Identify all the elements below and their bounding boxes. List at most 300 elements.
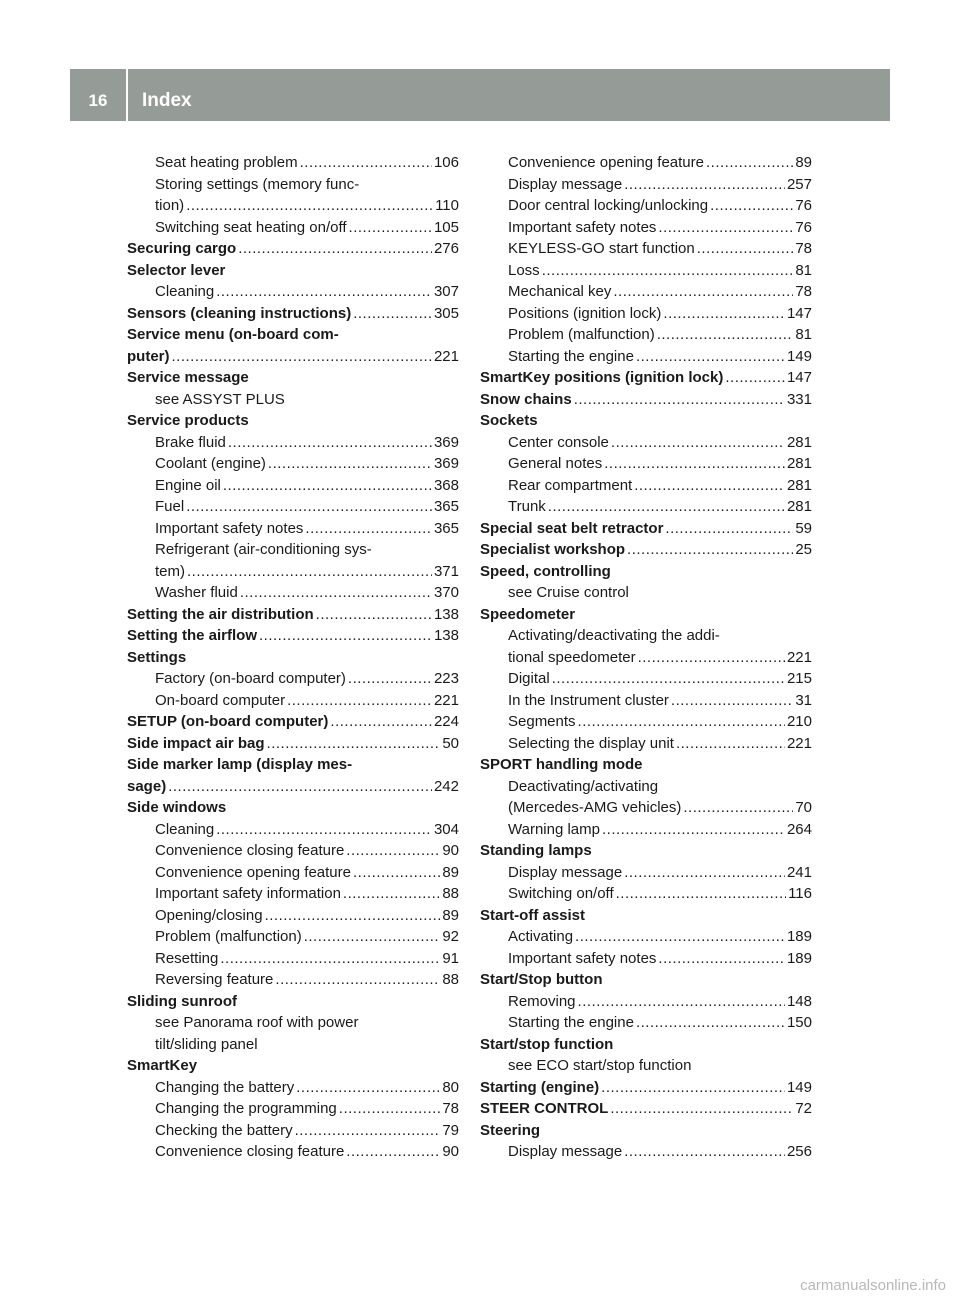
page-reference: 221 xyxy=(786,648,812,666)
index-subentry xyxy=(480,647,812,669)
page-reference: 79 xyxy=(442,1121,459,1139)
dot-leader xyxy=(602,819,785,841)
dot-leader xyxy=(624,174,785,196)
dot-leader xyxy=(638,647,785,669)
entry-text: Factory (on-board computer) xyxy=(155,670,346,687)
index-subentry xyxy=(127,389,459,411)
page-reference: 149 xyxy=(786,347,812,365)
entry-text: Important safety notes xyxy=(508,218,657,236)
dot-leader xyxy=(658,217,793,239)
index-subentry xyxy=(480,991,812,1013)
entry-text: Changing the programming xyxy=(155,1100,337,1117)
page-reference: 281 xyxy=(786,476,812,494)
dot-leader xyxy=(316,604,432,626)
dot-leader xyxy=(168,776,432,798)
index-subentry xyxy=(127,152,459,174)
index-subentry xyxy=(480,496,812,518)
entry-text: Starting the engine xyxy=(508,347,634,365)
dot-leader xyxy=(542,260,794,282)
dot-leader xyxy=(671,690,793,712)
entry-text: Deactivating/activating xyxy=(508,777,659,795)
index-subentry xyxy=(480,1012,812,1034)
page-reference: 91 xyxy=(442,949,459,967)
entry-text: Side impact air bag xyxy=(127,734,265,752)
page-reference: 150 xyxy=(786,1014,812,1031)
dot-leader xyxy=(604,453,785,475)
dot-leader xyxy=(574,389,785,411)
entry-text: (Mercedes-AMG vehicles) xyxy=(508,799,682,816)
page-header xyxy=(70,69,890,121)
entry-text: Specialist workshop xyxy=(480,541,626,558)
entry-text: tem) xyxy=(155,562,185,580)
entry-text: Convenience opening feature xyxy=(508,154,704,171)
entry-text: Warning lamp xyxy=(508,820,600,838)
dot-leader xyxy=(275,969,440,991)
dot-leader xyxy=(287,690,432,712)
page-reference: 149 xyxy=(786,1078,812,1096)
dot-leader xyxy=(267,733,441,755)
entry-text: Convenience closing feature xyxy=(155,1143,345,1160)
entry-text: puter) xyxy=(127,347,170,365)
index-entry xyxy=(480,561,812,583)
page-reference: 365 xyxy=(433,519,459,537)
entry-text: Rear compartment xyxy=(508,476,633,494)
index-subentry xyxy=(127,1141,459,1163)
page-reference: 31 xyxy=(795,691,812,709)
dot-leader xyxy=(296,1077,440,1099)
index-entry xyxy=(480,389,812,411)
index-subentry xyxy=(480,303,812,325)
dot-leader xyxy=(343,883,440,905)
entry-text: Display message xyxy=(508,1143,623,1160)
index-subentry xyxy=(127,969,459,991)
index-subentry xyxy=(480,346,812,368)
dot-leader xyxy=(616,883,786,905)
entry-text: SmartKey positions (ignition lock) xyxy=(480,369,724,386)
entry-text: Fuel xyxy=(155,498,185,515)
index-entry xyxy=(127,303,459,325)
page-reference: 371 xyxy=(433,562,459,580)
dot-leader xyxy=(683,797,793,819)
entry-text: Service products xyxy=(127,412,249,429)
index-subentry xyxy=(127,217,459,239)
entry-text: see ECO start/stop function xyxy=(508,1057,692,1074)
dot-leader xyxy=(330,711,432,733)
index-entry xyxy=(480,1098,812,1120)
watermark: carmanualsonline.info xyxy=(800,1277,946,1294)
page-reference: 369 xyxy=(433,455,459,472)
entry-text: Problem (malfunction) xyxy=(155,928,302,945)
dot-leader xyxy=(186,195,433,217)
index-entry xyxy=(480,518,812,540)
index-entry xyxy=(127,711,459,733)
index-entry xyxy=(127,776,459,798)
entry-text: Seat heating problem xyxy=(155,154,298,171)
entry-text: Display message xyxy=(508,175,623,193)
index-subentry xyxy=(127,432,459,454)
dot-leader xyxy=(578,991,785,1013)
entry-text: Start/Stop button xyxy=(480,971,603,988)
entry-text: Activating xyxy=(508,928,574,945)
entry-text: Segments xyxy=(508,713,576,730)
index-subentry xyxy=(480,625,812,647)
dot-leader xyxy=(706,152,793,174)
entry-text: Cleaning xyxy=(155,820,215,838)
dot-leader xyxy=(636,1012,785,1034)
page-title: Index xyxy=(142,90,192,111)
page-reference: 72 xyxy=(795,1100,812,1117)
dot-leader xyxy=(658,948,785,970)
dot-leader xyxy=(259,625,432,647)
index-subentry xyxy=(480,1141,812,1163)
index-entry xyxy=(480,754,812,776)
page-reference: 215 xyxy=(786,670,812,687)
index-subentry xyxy=(127,1077,459,1099)
index-entry xyxy=(127,754,459,776)
page-reference: 90 xyxy=(442,1143,459,1160)
dot-leader xyxy=(548,496,785,518)
index-entry xyxy=(127,647,459,669)
entry-text: Service message xyxy=(127,369,249,386)
entry-text: Setting the air distribution xyxy=(127,605,314,623)
index-subentry xyxy=(127,453,459,475)
entry-text: Activating/deactivating the addi- xyxy=(508,627,720,644)
dot-leader xyxy=(349,217,432,239)
entry-text: SPORT handling mode xyxy=(480,756,643,773)
index-column-right xyxy=(480,152,812,1163)
entry-text: Setting the airflow xyxy=(127,627,258,644)
entry-text: Convenience opening feature xyxy=(155,863,351,881)
entry-text: Important safety notes xyxy=(508,949,657,967)
page-reference: 221 xyxy=(433,347,459,365)
index-subentry xyxy=(480,926,812,948)
dot-leader xyxy=(697,238,794,260)
index-subentry xyxy=(480,819,812,841)
index-entry xyxy=(127,797,459,819)
dot-leader xyxy=(268,453,432,475)
entry-text: STEER CONTROL xyxy=(480,1100,609,1117)
index-entry xyxy=(127,324,459,346)
entry-text: Washer fluid xyxy=(155,584,238,601)
index-subentry xyxy=(127,668,459,690)
index-subentry xyxy=(127,561,459,583)
entry-text: Brake fluid xyxy=(155,433,226,451)
entry-text: tilt/sliding panel xyxy=(155,1035,258,1053)
page-reference: 224 xyxy=(433,713,459,730)
page-reference: 281 xyxy=(786,455,812,472)
dot-leader xyxy=(710,195,793,217)
entry-text: Removing xyxy=(508,992,576,1010)
page-reference: 92 xyxy=(442,928,459,945)
entry-text: Switching on/off xyxy=(508,885,614,902)
page-reference: 242 xyxy=(433,777,459,795)
dot-leader xyxy=(216,819,432,841)
index-subentry xyxy=(480,883,812,905)
dot-leader xyxy=(265,905,441,927)
index-entry xyxy=(480,1120,812,1142)
page-reference: 78 xyxy=(795,283,812,300)
entry-text: Side marker lamp (display mes- xyxy=(127,756,353,773)
dot-leader xyxy=(295,1120,441,1142)
index-subentry xyxy=(127,862,459,884)
page-reference: 105 xyxy=(433,218,459,236)
entry-text: Starting the engine xyxy=(508,1014,634,1031)
page-reference: 106 xyxy=(433,154,459,171)
index-entry xyxy=(480,969,812,991)
entry-text: Sensors (cleaning instructions) xyxy=(127,304,352,322)
index-entry xyxy=(127,625,459,647)
entry-text: Start-off assist xyxy=(480,906,586,924)
index-subentry xyxy=(480,217,812,239)
index-entry xyxy=(127,346,459,368)
entry-text: Sockets xyxy=(480,412,538,429)
page-reference: 138 xyxy=(433,627,459,644)
page-reference: 76 xyxy=(795,197,812,214)
entry-text: In the Instrument cluster xyxy=(508,691,669,709)
page-reference: 276 xyxy=(433,240,459,257)
page-reference: 90 xyxy=(442,842,459,859)
dot-leader xyxy=(223,475,432,497)
entry-text: see Panorama roof with power xyxy=(155,1014,359,1031)
entry-text: Problem (malfunction) xyxy=(508,326,655,343)
index-subentry xyxy=(127,905,459,927)
index-subentry xyxy=(127,926,459,948)
entry-text: Settings xyxy=(127,648,187,666)
dot-leader xyxy=(304,926,441,948)
page-reference: 365 xyxy=(433,498,459,515)
page-reference: 331 xyxy=(786,390,812,408)
page-reference: 369 xyxy=(433,433,459,451)
page-reference: 281 xyxy=(786,498,812,515)
dot-leader xyxy=(725,367,785,389)
index-subentry xyxy=(480,776,812,798)
entry-text: Loss xyxy=(508,261,540,279)
entry-text: Special seat belt retractor xyxy=(480,519,664,537)
index-entry xyxy=(480,410,812,432)
page-reference: 89 xyxy=(795,154,812,171)
page-reference: 241 xyxy=(786,863,812,881)
dot-leader xyxy=(348,668,432,690)
entry-text: Side windows xyxy=(127,799,227,816)
entry-text: Speedometer xyxy=(480,605,576,623)
entry-text: Coolant (engine) xyxy=(155,455,266,472)
page-reference: 70 xyxy=(795,799,812,816)
page-reference: 138 xyxy=(433,605,459,623)
index-subentry xyxy=(480,475,812,497)
dot-leader xyxy=(216,281,432,303)
entry-text: Trunk xyxy=(508,498,546,515)
entry-text: see Cruise control xyxy=(508,584,629,601)
entry-text: tion) xyxy=(155,197,185,214)
dot-leader xyxy=(634,475,785,497)
entry-text: Opening/closing xyxy=(155,906,263,924)
index-subentry xyxy=(127,1034,459,1056)
entry-text: Service menu (on-board com- xyxy=(127,326,339,343)
entry-text: Door central locking/unlocking xyxy=(508,197,709,214)
index-subentry xyxy=(127,690,459,712)
entry-text: Refrigerant (air-conditioning sys- xyxy=(155,541,372,558)
page-reference: 76 xyxy=(795,218,812,236)
entry-text: Display message xyxy=(508,863,623,881)
dot-leader xyxy=(657,324,794,346)
entry-text: Mechanical key xyxy=(508,283,612,300)
entry-text: Center console xyxy=(508,433,609,451)
index-subentry xyxy=(480,668,812,690)
dot-leader xyxy=(346,840,440,862)
entry-text: General notes xyxy=(508,455,603,472)
dot-leader xyxy=(353,303,432,325)
index-subentry xyxy=(480,260,812,282)
page-reference: 78 xyxy=(442,1100,459,1117)
index-subentry xyxy=(127,1120,459,1142)
dot-leader xyxy=(186,496,432,518)
entry-text: Positions (ignition lock) xyxy=(508,304,662,322)
index-subentry xyxy=(127,1098,459,1120)
index-subentry xyxy=(127,883,459,905)
index-subentry xyxy=(480,195,812,217)
index-column-left xyxy=(127,152,459,1163)
page-reference: 189 xyxy=(786,949,812,967)
index-subentry xyxy=(480,432,812,454)
dot-leader xyxy=(613,281,793,303)
dot-leader xyxy=(624,1141,785,1163)
page-reference: 223 xyxy=(433,670,459,687)
page-reference: 80 xyxy=(442,1078,459,1096)
dot-leader xyxy=(627,539,793,561)
page-reference: 305 xyxy=(433,304,459,322)
entry-text: SETUP (on-board computer) xyxy=(127,713,329,730)
dot-leader xyxy=(240,582,432,604)
entry-text: KEYLESS-GO start function xyxy=(508,240,695,257)
page-reference: 147 xyxy=(786,369,812,386)
entry-text: SmartKey xyxy=(127,1057,198,1074)
entry-text: Resetting xyxy=(155,949,219,967)
index-subentry xyxy=(480,797,812,819)
index-entry xyxy=(127,733,459,755)
entry-text: Storing settings (memory func- xyxy=(155,175,360,193)
entry-text: Switching seat heating on/off xyxy=(155,218,347,236)
dot-leader xyxy=(346,1141,440,1163)
index-subentry xyxy=(127,1012,459,1034)
entry-text: Important safety notes xyxy=(155,519,304,537)
dot-leader xyxy=(610,1098,793,1120)
index-subentry xyxy=(127,582,459,604)
index-subentry xyxy=(480,453,812,475)
entry-text: Changing the battery xyxy=(155,1078,295,1096)
index-entry xyxy=(127,410,459,432)
page-reference: 116 xyxy=(788,885,812,902)
entry-text: Engine oil xyxy=(155,476,221,494)
dot-leader xyxy=(665,518,793,540)
page-reference: 189 xyxy=(786,928,812,945)
entry-text: Checking the battery xyxy=(155,1121,293,1139)
page-reference: 147 xyxy=(786,304,812,322)
page-reference: 25 xyxy=(795,541,812,558)
index-subentry xyxy=(127,840,459,862)
dot-leader xyxy=(228,432,432,454)
page-reference: 110 xyxy=(435,197,459,214)
page-reference: 50 xyxy=(442,734,459,752)
header-divider xyxy=(126,69,128,121)
index-entry xyxy=(127,604,459,626)
page-reference: 81 xyxy=(795,326,812,343)
entry-text: Steering xyxy=(480,1121,541,1139)
page-reference: 89 xyxy=(442,906,459,924)
page-reference: 59 xyxy=(795,519,812,537)
index-subentry xyxy=(480,174,812,196)
index-entry xyxy=(127,260,459,282)
page-reference: 307 xyxy=(433,283,459,300)
index-subentry xyxy=(480,1055,812,1077)
entry-text: Start/stop function xyxy=(480,1035,614,1053)
index-subentry xyxy=(127,948,459,970)
page-number: 16 xyxy=(88,91,108,110)
dot-leader xyxy=(187,561,432,583)
dot-leader xyxy=(611,432,785,454)
entry-text: Sliding sunroof xyxy=(127,992,237,1010)
entry-text: On-board computer xyxy=(155,691,286,709)
dot-leader xyxy=(305,518,432,540)
index-entry xyxy=(127,367,459,389)
index-subentry xyxy=(127,539,459,561)
index-subentry xyxy=(127,518,459,540)
dot-leader xyxy=(220,948,440,970)
index-entry xyxy=(127,238,459,260)
page-reference: 89 xyxy=(442,863,459,881)
page-reference: 210 xyxy=(786,713,812,730)
page-reference: 304 xyxy=(433,820,459,838)
dot-leader xyxy=(624,862,785,884)
page-reference: 81 xyxy=(795,261,812,279)
dot-leader xyxy=(636,346,785,368)
index-subentry xyxy=(127,475,459,497)
entry-text: Speed, controlling xyxy=(480,562,611,580)
entry-text: Standing lamps xyxy=(480,842,592,859)
page-reference: 148 xyxy=(786,992,812,1010)
index-subentry xyxy=(480,238,812,260)
page-reference: 221 xyxy=(433,691,459,709)
dot-leader xyxy=(663,303,785,325)
entry-text: Important safety information xyxy=(155,885,341,902)
entry-text: Selector lever xyxy=(127,261,226,279)
dot-leader xyxy=(575,926,785,948)
entry-text: Selecting the display unit xyxy=(508,734,674,752)
index-subentry xyxy=(127,195,459,217)
index-entry xyxy=(480,905,812,927)
entry-text: Reversing feature xyxy=(155,971,274,988)
index-subentry xyxy=(480,711,812,733)
entry-text: sage) xyxy=(127,777,167,795)
dot-leader xyxy=(578,711,785,733)
page-reference: 256 xyxy=(786,1143,812,1160)
dot-leader xyxy=(339,1098,441,1120)
index-subentry xyxy=(480,152,812,174)
index-entry xyxy=(127,991,459,1013)
dot-leader xyxy=(601,1077,785,1099)
dot-leader xyxy=(172,346,432,368)
index-entry xyxy=(480,539,812,561)
page-reference: 370 xyxy=(433,584,459,601)
page-reference: 221 xyxy=(786,734,812,752)
entry-text: see ASSYST PLUS xyxy=(155,390,285,408)
dot-leader xyxy=(353,862,440,884)
entry-text: tional speedometer xyxy=(508,648,636,666)
page-reference: 257 xyxy=(786,175,812,193)
dot-leader xyxy=(300,152,432,174)
page-reference: 88 xyxy=(442,971,459,988)
index-entry xyxy=(480,367,812,389)
page-reference: 88 xyxy=(442,885,459,902)
